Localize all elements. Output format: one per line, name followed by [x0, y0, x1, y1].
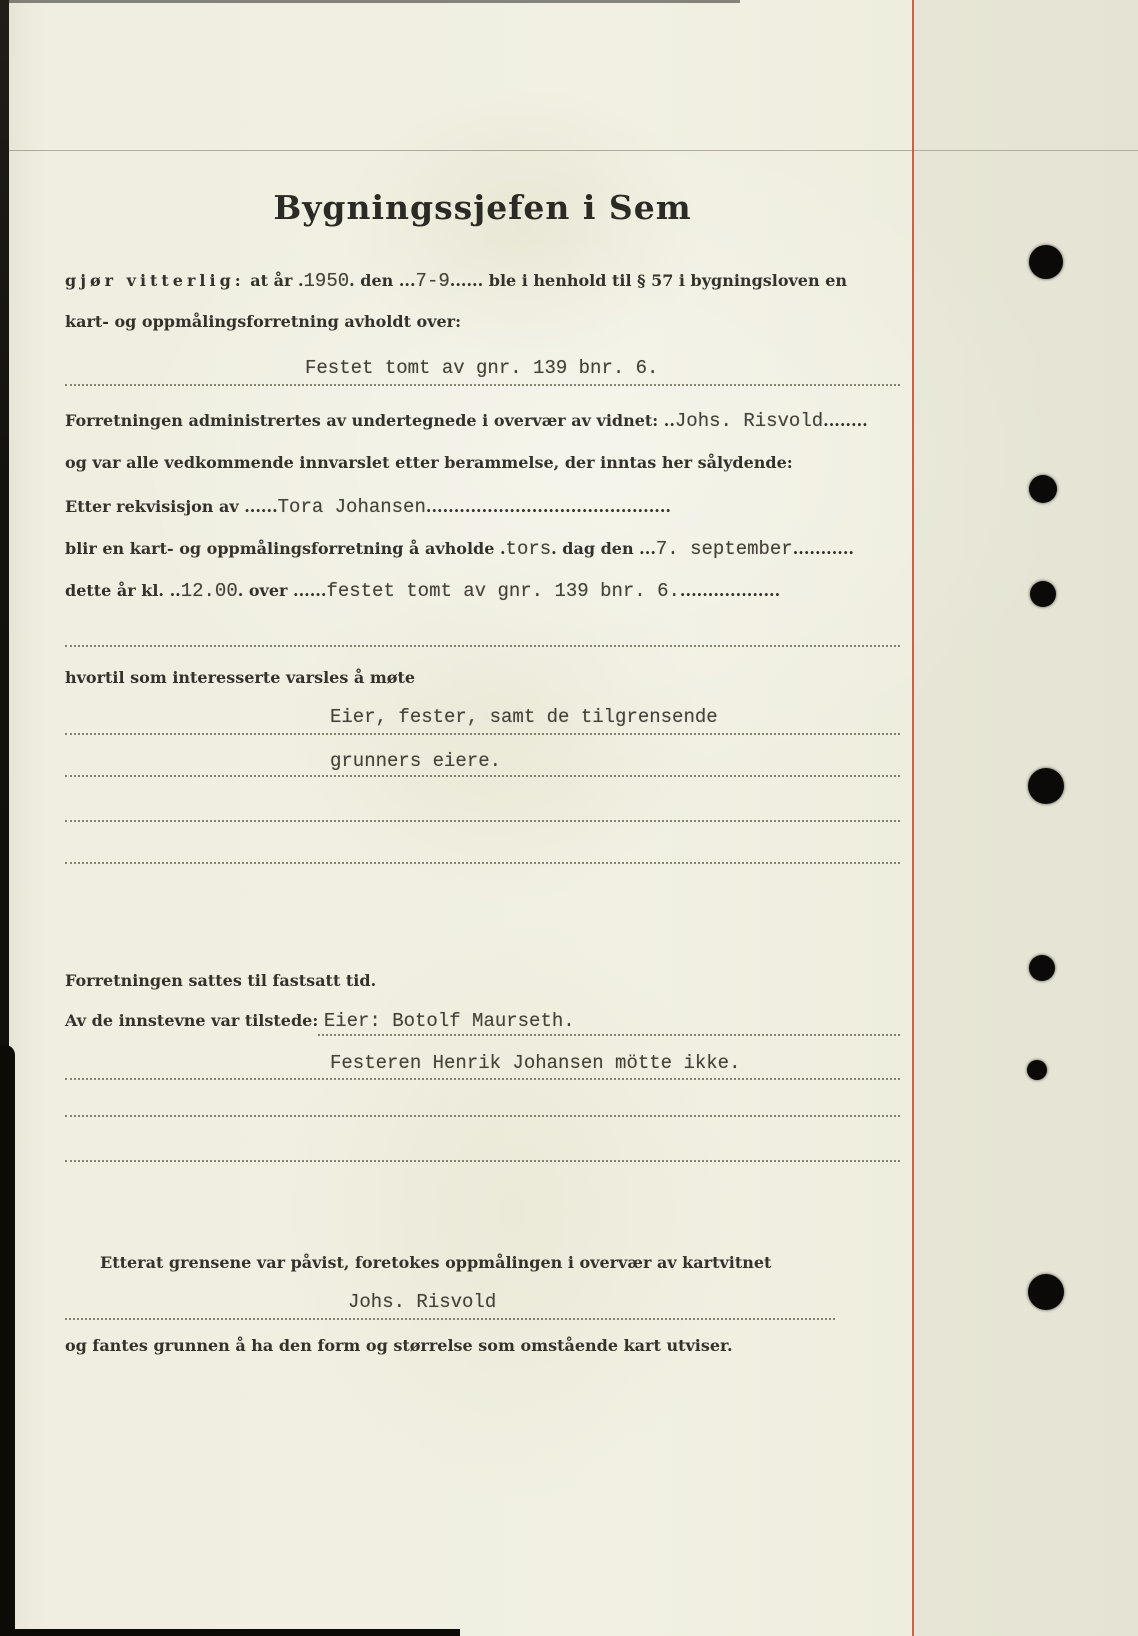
right-margin-tint	[914, 0, 1138, 1636]
administered-text: Forretningen administrertes av undertegnede i overvær av vidnet: ..	[65, 411, 675, 430]
hole-punch	[1029, 955, 1055, 981]
dotted-line	[65, 775, 900, 777]
time-value: 12.00	[180, 580, 238, 602]
dotted-line	[65, 733, 900, 735]
requisition-line	[65, 496, 671, 520]
hole-punch	[1029, 245, 1063, 279]
administered-dots: ........	[823, 411, 868, 430]
dotted-line	[65, 384, 900, 386]
requisition-text: Etter rekvisisjon av ......	[65, 497, 278, 516]
hole-punch	[1028, 768, 1064, 804]
attendees-line	[65, 1010, 575, 1034]
declaration-label: gjør vitterlig:	[65, 271, 245, 290]
invite-heading: hvortil som interesserte varsles å møte	[65, 668, 416, 687]
declaration-line-1	[65, 270, 847, 294]
time-text: dette år kl. ..	[65, 581, 181, 600]
proceedings-line: Forretningen sattes til fastsatt tid.	[65, 971, 377, 990]
schedule-mid-text: . dag den ...	[551, 539, 656, 558]
weekday-value: tors	[505, 538, 552, 560]
dotted-line	[65, 645, 900, 647]
notified-line: og var alle vedkommende innvarslet etter berammelse, der inntas her sålydende:	[65, 453, 793, 472]
dotted-line	[65, 820, 900, 822]
attendees-text: Av de innstevne var tilstede:	[65, 1011, 324, 1030]
time-dots: ..................	[679, 581, 781, 600]
survey-line: Etterat grensene var påvist, foretokes oppmålingen i overvær av kartvitnet	[100, 1253, 772, 1272]
page-title: Bygningssjefen i Sem	[273, 188, 692, 227]
post-text: ...... ble i henhold til § 57 i bygningsloven en	[449, 271, 847, 290]
time-subject-value: festet tomt av gnr. 139 bnr. 6.	[326, 580, 680, 602]
year-value: 1950	[303, 270, 350, 292]
time-line	[65, 580, 780, 604]
dotted-line	[65, 862, 900, 864]
requester-value: Tora Johansen	[277, 496, 426, 518]
hole-punch	[1029, 475, 1057, 503]
closing-line: og fantes grunnen å ha den form og størrelse som omstående kart utviser.	[65, 1336, 733, 1355]
schedule-dots: ...........	[792, 539, 854, 558]
absent-value: Festeren Henrik Johansen mötte ikke.	[330, 1052, 741, 1074]
schedule-line	[65, 538, 854, 562]
top-edge-shadow	[0, 0, 740, 3]
surveyor-witness-value: Johs. Risvold	[348, 1291, 497, 1313]
mid-text: . den ...	[349, 271, 416, 290]
schedule-date-value: 7. september	[655, 538, 793, 560]
requisition-dots: ............................................	[425, 497, 671, 516]
dotted-line	[65, 1078, 900, 1080]
witness-value: Johs. Risvold	[674, 410, 824, 432]
administered-line	[65, 410, 868, 434]
hole-punch	[1030, 581, 1056, 607]
hole-punch	[1027, 1060, 1047, 1080]
paper-edge-bottom	[0, 1629, 460, 1636]
date-value: 7-9	[415, 270, 450, 292]
red-margin-line	[912, 0, 914, 1636]
dotted-line	[65, 1318, 835, 1320]
invitees-value-1: Eier, fester, samt de tilgrensende	[330, 706, 718, 728]
pre-year-text: at år .	[244, 271, 304, 290]
invitees-value-2: grunners eiere.	[330, 750, 502, 772]
time-mid-text: . over ......	[237, 581, 327, 600]
attendee-value: Eier: Botolf Maurseth.	[323, 1010, 575, 1032]
declaration-line-2: kart- og oppmålingsforretning avholdt over:	[65, 312, 462, 331]
hole-punch	[1028, 1274, 1064, 1310]
dotted-line	[65, 1160, 900, 1162]
schedule-text: blir en kart- og oppmålingsforretning å avholde .	[65, 539, 506, 558]
dotted-line	[65, 1115, 900, 1117]
paper-edge-left-lower	[0, 1045, 15, 1636]
subject-value: Festet tomt av gnr. 139 bnr. 6.	[305, 357, 659, 379]
dotted-line	[318, 1034, 900, 1036]
